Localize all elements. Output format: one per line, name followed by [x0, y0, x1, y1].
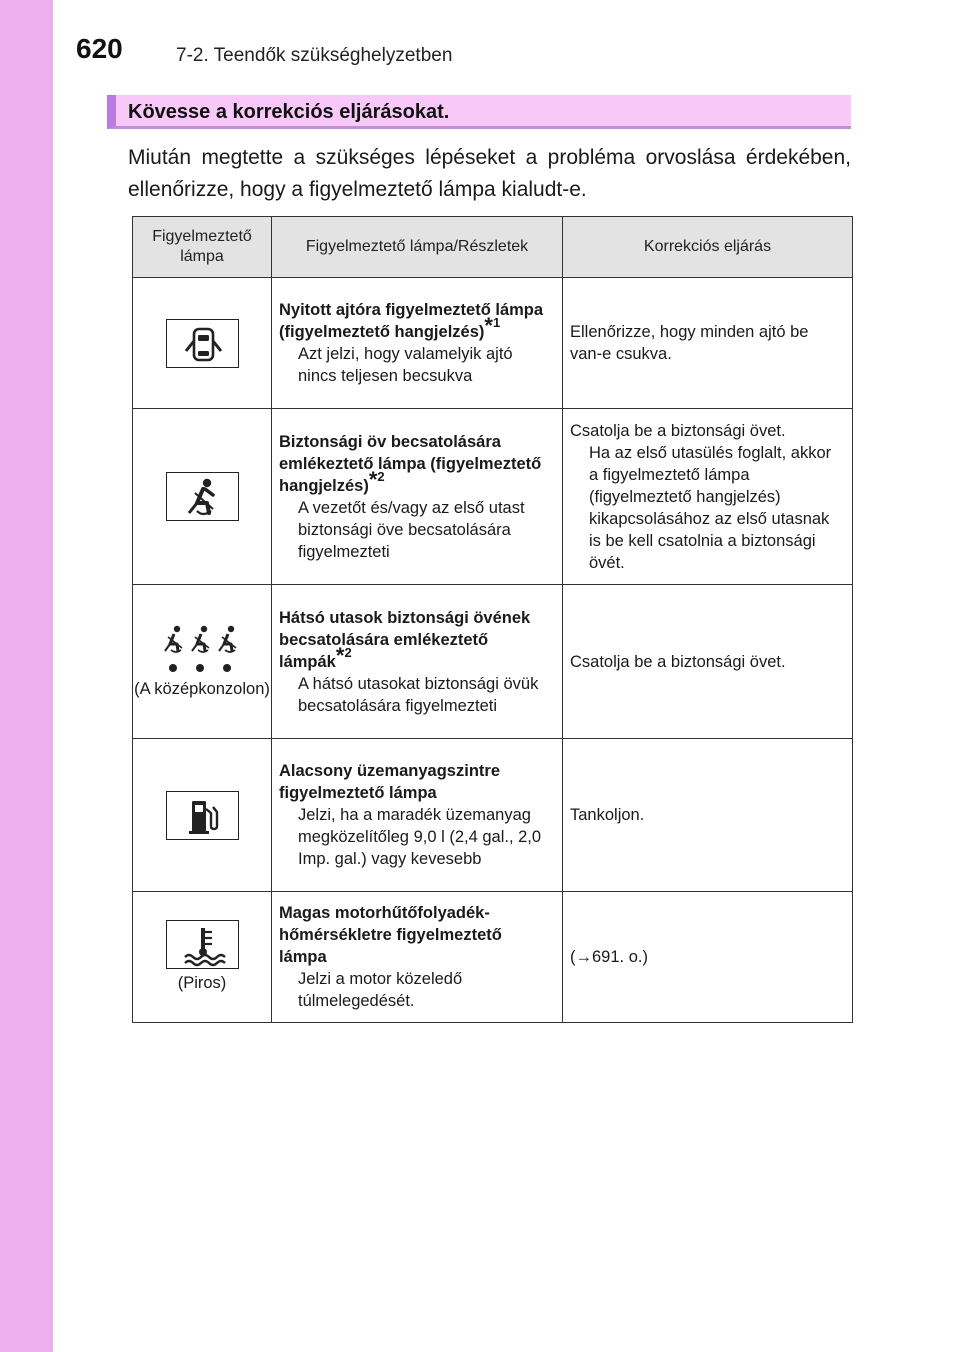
table-row [133, 278, 853, 409]
detail-description: Jelzi, ha a maradék üzemanyag megközelítőleg 9,0 l (2,4 gal., 2,0 Imp. gal.) vagy kevesebb [298, 806, 542, 868]
footnote-marker: *$^2$ [335, 642, 352, 668]
footnote-marker: *$^1$ [484, 313, 501, 338]
table-row [133, 409, 853, 585]
detail-cell [272, 585, 563, 739]
corrective-action: Ellenőrizze, hogy minden ajtó be van-e csukva. [570, 323, 809, 363]
corrective-action-link[interactable]: (→691. o.) [570, 948, 648, 966]
detail-description: Jelzi a motor közeledő túlmelegedését. [298, 970, 463, 1010]
table-row [133, 739, 853, 892]
icon-caption: (Piros) [177, 974, 227, 992]
detail-title: Nyitott ajtóra figyelmeztető lámpa (figyelmeztető hangjelzés)*$^1$ [279, 301, 544, 341]
detail-cell [272, 409, 563, 585]
table-row [133, 892, 853, 1023]
page-number: 620 [76, 33, 123, 64]
corrective-action-note: Ha az első utasülés foglalt, akkor a figyelmeztető lámpa (figyelmeztető hangjelzés) kikapcsolásához az első utasnak is be kell csatolnia a biztonsági övét. [589, 443, 832, 572]
detail-title: Biztonsági öv becsatolására emlékeztető lámpa (figyelmeztető hangjelzés)*$^2$ [279, 432, 542, 495]
icon-cell [133, 278, 272, 409]
icon-cell [133, 409, 272, 585]
icon-cell [133, 585, 272, 739]
detail-cell [272, 739, 563, 892]
detail-description: Azt jelzi, hogy valamelyik ajtó nincs teljesen becsukva [298, 345, 513, 385]
header-corrective-action: Korrekciós eljárás [563, 217, 853, 278]
rear-seatbelt-icon [133, 623, 271, 675]
corrective-action-cell [563, 585, 853, 739]
coolant-temperature-icon [166, 920, 239, 969]
detail-description: A hátsó utasokat biztonsági övük becsatolására figyelmezteti [298, 674, 539, 715]
icon-cell [133, 892, 272, 1023]
side-tab-bar [0, 0, 53, 1352]
detail-title: Alacsony üzemanyagszintre figyelmeztető lámpa [279, 762, 500, 802]
table-row [133, 585, 853, 739]
seatbelt-icon [166, 472, 239, 521]
corrective-action: Csatolja be a biztonsági övet. [570, 652, 786, 671]
corrective-action: Csatolja be a biztonsági övet. [570, 421, 786, 440]
corrective-action-cell [563, 892, 853, 1023]
footnote-marker: *$^2$ [368, 466, 385, 492]
corrective-action-cell [563, 739, 853, 892]
detail-cell [272, 892, 563, 1023]
corrective-action-cell [563, 278, 853, 409]
warning-lights-table [132, 216, 853, 1023]
detail-description: A vezetőt és/vagy az első utast biztonsági öve becsatolására figyelmezteti [298, 498, 525, 561]
icon-caption: (A középkonzolon) [134, 680, 270, 698]
corrective-action: Tankoljon. [570, 806, 645, 824]
fuel-pump-icon [166, 791, 239, 840]
detail-title: Magas motorhűtőfolyadék-hőmérsékletre figyelmeztető lámpa [279, 904, 502, 966]
icon-cell [133, 739, 272, 892]
table-header-row [133, 217, 853, 278]
corrective-action-cell [563, 409, 853, 585]
header-warning-light: Figyelmeztető lámpa [133, 217, 272, 278]
detail-title: Hátsó utasok biztonsági övének becsatolására emlékeztető lámpák*$^2$ [279, 608, 531, 671]
section-heading-text: Kövesse a korrekciós eljárásokat. [128, 101, 450, 123]
section-heading [107, 95, 851, 129]
intro-paragraph: Miután megtette a szükséges lépéseket a probléma orvoslása érdekében, ellenőrizze, hogy a figyelmeztető lámpa kialudt-e. [128, 146, 851, 201]
open-door-icon [166, 319, 239, 368]
detail-cell [272, 278, 563, 409]
chapter-title: 7-2. Teendők szükséghelyzetben [176, 45, 453, 66]
header-details: Figyelmeztető lámpa/Részletek [272, 217, 563, 278]
